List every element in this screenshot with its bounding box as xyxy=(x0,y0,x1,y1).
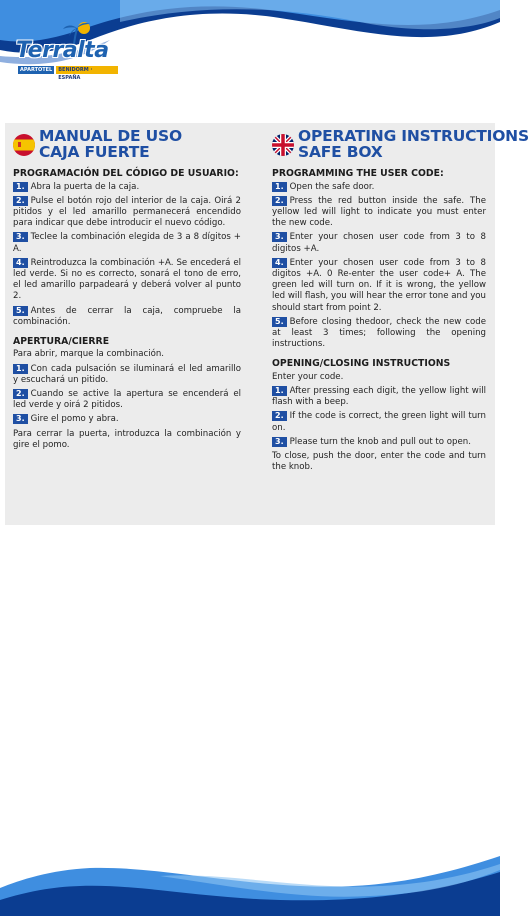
step-number-badge: 4. xyxy=(13,258,28,268)
step-number-badge: 2. xyxy=(272,411,287,421)
list-item xyxy=(272,232,486,254)
spanish-column xyxy=(13,128,241,454)
list-item xyxy=(13,232,241,254)
step-text: If the code is correct, the green light will turn on. xyxy=(272,411,486,433)
spanish-opening-intro: Para abrir, marque la combinación. xyxy=(13,349,165,360)
list-item xyxy=(272,317,486,351)
spanish-heading xyxy=(13,128,241,166)
step-text: Teclee la combinación elegida de 3 a 8 dígitos + A. xyxy=(13,232,241,254)
step-text: Please turn the knob and pull out to open. xyxy=(289,436,471,447)
spanish-title-line1: MANUAL DE USO xyxy=(39,127,182,145)
step-number-badge: 1. xyxy=(13,364,28,374)
list-item xyxy=(272,182,486,193)
step-text: Press the red button inside the safe. The yellow led will light to indicate you must enter the new code. xyxy=(272,195,486,229)
english-programming-heading: PROGRAMMING THE USER CODE: xyxy=(272,168,444,179)
spanish-opening-heading: APERTURA/CIERRE xyxy=(13,335,110,347)
spanish-title-line2: CAJA FUERTE xyxy=(39,143,150,161)
spain-flag-icon xyxy=(13,134,35,156)
bottom-wave-decoration xyxy=(0,846,500,916)
english-title-line2: SAFE BOX xyxy=(298,143,383,161)
step-text: Gire el pomo y abra. xyxy=(30,414,119,425)
english-title-line1: OPERATING INSTRUCTIONS xyxy=(298,127,529,145)
step-text: Open the safe door. xyxy=(289,181,375,192)
list-item xyxy=(13,258,241,303)
english-opening-intro: Enter your code. xyxy=(272,371,344,382)
step-number-badge: 1. xyxy=(272,386,287,396)
step-text: Abra la puerta de la caja. xyxy=(30,181,140,192)
step-text: After pressing each digit, the yellow light will flash with a beep. xyxy=(272,386,486,408)
uk-flag-icon xyxy=(272,134,294,156)
english-heading xyxy=(272,127,529,166)
list-item xyxy=(13,389,241,411)
step-text: Con cada pulsación se iluminará el led amarillo y escuchará un pitido. xyxy=(13,363,241,385)
step-number-badge: 5. xyxy=(272,317,287,327)
logo-subtitle-right: BENIDORM · ESPAÑA xyxy=(56,66,118,74)
logo-subtitle xyxy=(18,66,118,81)
step-number-badge: 1. xyxy=(13,182,28,192)
step-text: Antes de cerrar la caja, compruebe la combinación. xyxy=(13,305,241,327)
list-item xyxy=(272,386,486,408)
step-text: Before closing thedoor, check the new code at least 3 times; following the opening instructions. xyxy=(272,316,486,350)
step-number-badge: 3. xyxy=(272,232,287,242)
list-item xyxy=(13,364,241,386)
list-item xyxy=(272,258,486,314)
step-text: Cuando se active la apertura se encenderá el led verde y oirá 2 pitidos. xyxy=(13,389,241,411)
step-text: Enter your chosen user code from 3 to 8 digitos +A. xyxy=(272,232,486,254)
terralta-logo xyxy=(8,10,118,81)
list-item xyxy=(272,411,486,433)
spanish-programming-heading: PROGRAMACIÓN DEL CÓDIGO DE USUARIO: xyxy=(13,168,239,179)
spanish-closing-text: Para cerrar la puerta, introduzca la combinación y gire el pomo. xyxy=(13,428,241,450)
step-text: Enter your chosen user code from 3 to 8 digitos +A. 0 Re-enter the user code+ A. The green led will turn on. If it is wrong, the yellow led will flash, you will hear the error tone and you should start from point 2. xyxy=(272,257,486,313)
list-item xyxy=(13,414,241,425)
step-number-badge: 3. xyxy=(13,232,28,242)
list-item xyxy=(272,437,486,448)
step-number-badge: 5. xyxy=(13,306,28,316)
logo-wordmark: Terralta xyxy=(16,38,109,63)
list-item xyxy=(13,182,241,193)
step-number-badge: 3. xyxy=(13,414,28,424)
step-number-badge: 2. xyxy=(13,196,28,206)
list-item xyxy=(13,306,241,328)
step-text: Pulse el botón rojo del interior de la caja. Oirá 2 pitidos y el led amarillo permanecerá encendido para indicar que debe introducir el nuevo código. xyxy=(13,195,241,229)
step-number-badge: 1. xyxy=(272,182,287,192)
step-number-badge: 4. xyxy=(272,258,287,268)
list-item xyxy=(272,196,486,230)
english-closing-text: To close, push the door, enter the code and turn the knob. xyxy=(272,451,486,473)
step-text: Reintroduzca la combinación +A. Se encederá el led verde. Si no es correcto, sonará el tono de erro, el led amarillo parpadeará y deberá volver al punto 2. xyxy=(13,257,241,302)
list-item xyxy=(13,196,241,230)
english-column xyxy=(272,127,529,476)
logo-subtitle-left: APARTOTEL xyxy=(20,67,53,73)
step-number-badge: 2. xyxy=(272,196,287,206)
step-number-badge: 2. xyxy=(13,389,28,399)
step-number-badge: 3. xyxy=(272,437,287,447)
english-opening-heading: OPENING/CLOSING INSTRUCTIONS xyxy=(272,358,451,370)
